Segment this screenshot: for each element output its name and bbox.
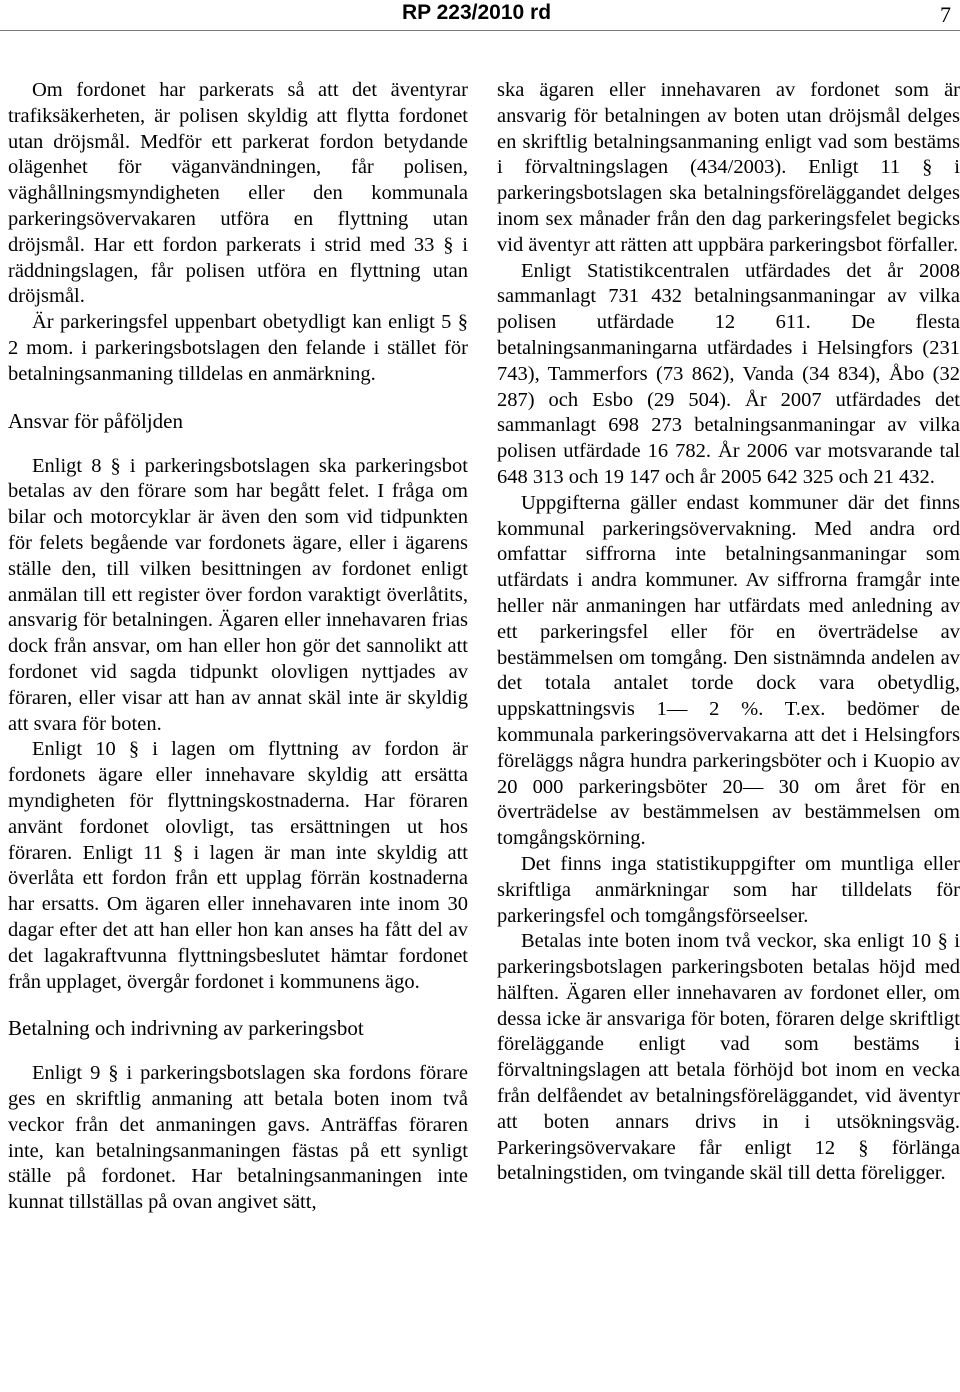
paragraph: Betalas inte boten inom två veckor, ska enligt 10 § i parkeringsbotslagen parkeringsboten betalas höjd med hälften. Ägaren eller innehavaren av fordonet eller, om dessa icke är ansvariga för boten, föraren delge skriftligt föreläggande enligt vad som bestäms i förvaltningslagen att betala förhöjd bot inom en vecka från delfåendet av betalningsföreläggandet, vid äventyr att boten annars drivs in i utsökningsväg. Parkeringsövervakare får enligt 12 § förlänga betalningstiden, om tvingande skäl till detta föreligger. (497, 930, 960, 1185)
paragraph: Enligt 9 § i parkeringsbotslagen ska fordons förare ges en skriftlig anmaning att betala boten inom två veckor från det anmaningen gavs. Anträffas föraren inte, kan betalningsanmaningen fästas på ett synligt ställe på fordonet. Har betalningsanmaningen inte kunnat tillställas på ovan angivet sätt, (8, 1062, 468, 1214)
paragraph: Är parkeringsfel uppenbart obetydligt kan enligt 5 § 2 mom. i parkeringsbotslagen den felande i stället för betalningsanmaning tilldelas en anmärkning. (8, 311, 468, 385)
page-number: 7 (940, 2, 951, 27)
left-column (8, 78, 468, 1216)
page-header (0, 0, 960, 34)
paragraph: Enligt 10 § i lagen om flyttning av fordon är fordonets ägare eller innehavare skyldig att ersätta myndigheten för flyttningskostnaderna. Har föraren använt fordonet olovligt, tas ersättningen ut hos föraren. Enligt 11 § i lagen är man inte skyldig att överlåta ett fordon från ett upplag förrän kostnaderna har ersatts. Om ägaren eller innehavaren inte inom 30 dagar efter det att han eller hon kan anses ha fått del av det lagakraftvunna flyttningsbeslutet hämtar fordonet från upplaget, övergår fordonet i kommunens ägo. (8, 738, 468, 993)
header-rule (0, 30, 960, 31)
section-heading: Betalning och indrivning av parkeringsbot (8, 1016, 364, 1041)
section-heading: Ansvar för påföljden (8, 408, 183, 433)
right-column (497, 78, 960, 1187)
paragraph: Det finns inga statistikuppgifter om muntliga eller skriftliga anmärkningar som har tilldelats för parkeringsfel och tomgångsförseelser. (497, 852, 960, 927)
paragraph: Uppgifterna gäller endast kommuner där det finns kommunal parkeringsövervakning. Med andra ord omfattar siffrorna inte betalningsanmaningar som utfärdats i andra kommuner. Av siffrorna framgår inte heller när anmaningen har utfärdats med anledning av ett parkeringsfel eller för en överträdelse av bestämmelsen om tomgång. Den sistnämnda andelen av det totala antalet torde dock vara obetydlig, uppskattningsvis 1— 2 %. T.ex. bedömer de kommunala parkeringsövervakarna att det i Helsingfors föreläggs några hundra parkeringsböter och i Kuopio av 20 000 parkeringsböter 20— 30 om året för en överträdelse av bestämmelsen av bestämmelsen om tomgångskörning. (497, 491, 960, 850)
document-id: RP 223/2010 rd (402, 1, 552, 24)
paragraph: ska ägaren eller innehavaren av fordonet som är ansvarig för betalningen av boten utan dröjsmål delges en skriftlig betalningsanmaning enligt vad som bestäms i förvaltningslagen (434/2003). Enligt 11 § i parkeringsbotslagen ska betalningsföreläggandet delges inom sex månader från den dag parkeringsfelet begicks vid äventyr att rätten att uppbära parkeringsbot förfaller. (497, 79, 960, 256)
paragraph: Enligt 8 § i parkeringsbotslagen ska parkeringsbot betalas av den förare som har begått felet. I fråga om bilar och motorcyklar är även den som vid tidpunkten för felets begående var fordonets ägare, eller i ägarens ställe den, till vilken besittningen av fordonet enligt anmälan till ett register över fordon varaktigt överlåtits, ansvarig för betalningen. Ägaren eller innehavaren frias dock från ansvar, om han eller hon gör det sannolikt att fordonet vid sagda tidpunkt olovligen nyttjades av föraren, eller visar att han av annat skäl inte är skyldig att svara för boten. (8, 454, 468, 735)
paragraph: Om fordonet har parkerats så att det äventyrar trafiksäkerheten, är polisen skyldig att flytta fordonet utan dröjsmål. Medför ett parkerat fordon betydande olägenhet för väganvändningen, får polisen, väghållningsmyndigheten eller den kommunala parkeringsövervakaren utföra en flyttning utan dröjsmål. Har ett fordon parkerats i strid med 33 § i räddningslagen, får polisen utföra en flyttning utan dröjsmål. (8, 79, 468, 308)
paragraph: Enligt Statistikcentralen utfärdades det år 2008 sammanlagt 731 432 betalningsanmaningar av vilka polisen utfärdade 12 611. De flesta betalningsanmaningarna utfärdades i Helsingfors (231 743), Tammerfors (73 862), Vanda (34 834), Åbo (32 287) och Esbo (29 504). År 2007 utfärdades det sammanlagt 698 273 betalningsanmaningar av vilka polisen utfärdade 16 782. År 2006 var motsvarande tal 648 313 och 19 147 och år 2005 642 325 och 21 432. (497, 259, 960, 488)
